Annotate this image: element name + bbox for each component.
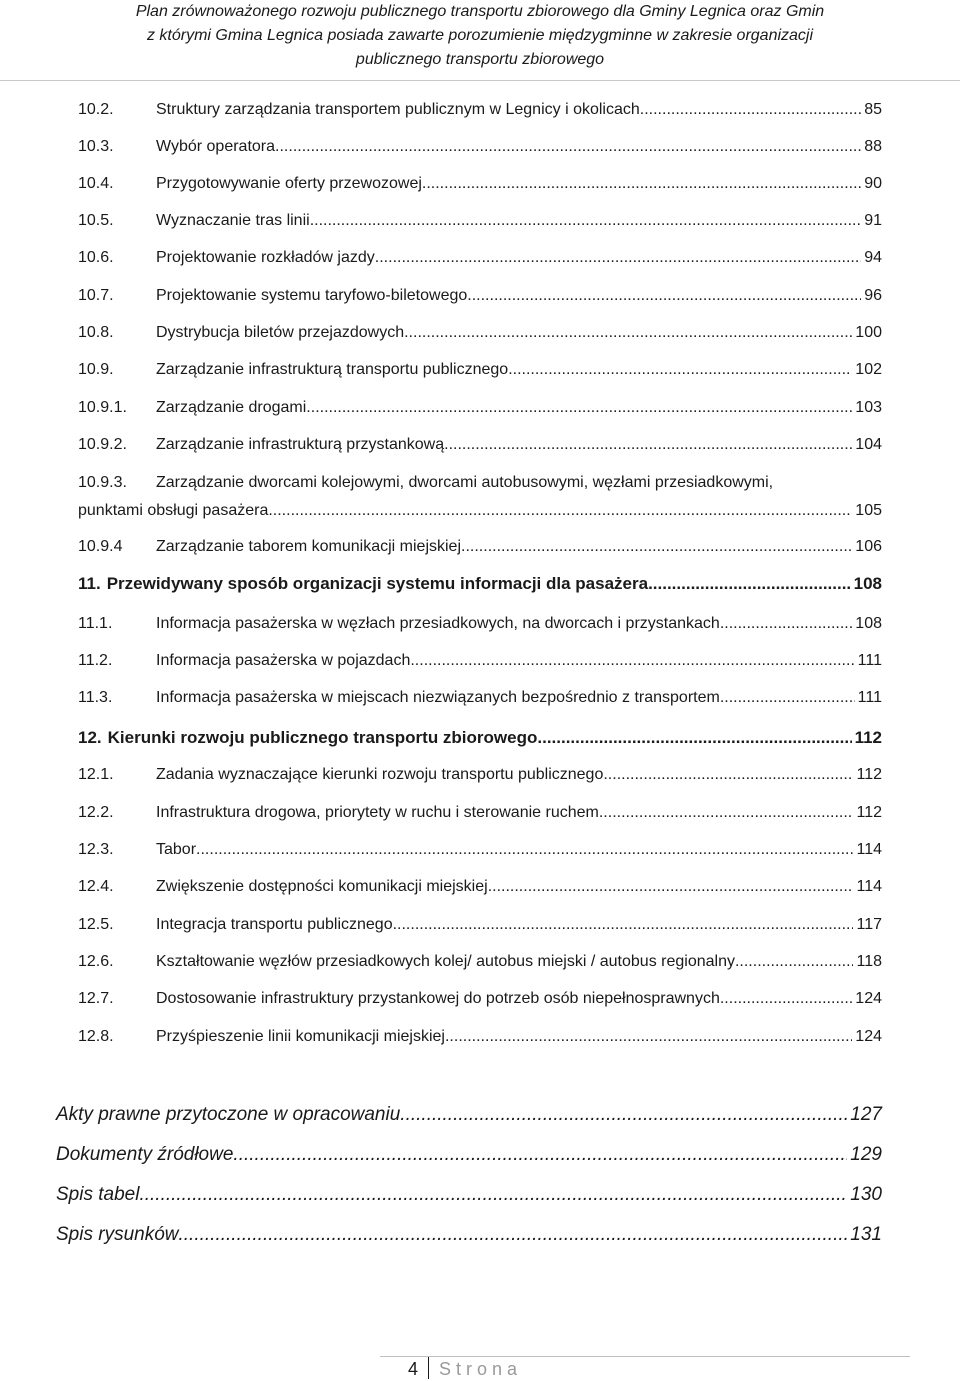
toc-entry-number: 12.5. — [78, 916, 114, 933]
toc-entry-title: Struktury zarządzania transportem publicznym w Legnicy i okolicach — [156, 101, 640, 118]
toc-entry-number: 12.8. — [78, 1028, 114, 1045]
dot-leader — [375, 246, 861, 270]
toc-entry-page: 112 — [856, 766, 882, 783]
toc-entry-page: 102 — [855, 361, 882, 378]
appendix-entry-title: Akty prawne przytoczone w opracowaniu — [56, 1104, 401, 1125]
toc-entry[interactable] — [78, 612, 882, 636]
toc-entry[interactable] — [78, 801, 882, 825]
toc-entry-number: 12.7. — [78, 990, 114, 1007]
toc-entry-title: Infrastruktura drogowa, priorytety w ruchu i sterowanie ruchem — [156, 804, 599, 821]
toc-entry-number: 10.9.2. — [78, 436, 127, 453]
toc-entry-page: 118 — [856, 953, 882, 970]
dot-leader — [400, 1101, 847, 1129]
toc-entry-number: 12.1. — [78, 766, 114, 783]
dot-leader — [640, 98, 861, 122]
toc-entry-title-continued: punktami obsługi pasażera — [78, 502, 269, 519]
toc-entry-page: 90 — [864, 175, 882, 192]
appendix-entry-page: 129 — [850, 1144, 882, 1165]
toc-entry-page: 88 — [864, 138, 882, 155]
dot-leader — [648, 572, 851, 596]
toc-entry[interactable] — [78, 913, 882, 937]
toc-entry-title: Zarządzanie infrastrukturą przystankową — [156, 436, 445, 453]
toc-chapter-entry[interactable] — [78, 572, 882, 596]
toc-entry-page: 85 — [864, 101, 882, 118]
appendix-entry-title: Dokumenty źródłowe — [56, 1144, 234, 1165]
appendix-entry-title: Spis tabel — [56, 1184, 140, 1205]
toc-entry-title: Przewidywany sposób organizacji systemu informacji dla pasażera — [106, 574, 649, 593]
dot-leader — [445, 1025, 852, 1049]
page-label: Strona — [439, 1359, 523, 1379]
toc-entry-title: Zwiększenie dostępności komunikacji miejskiej — [156, 878, 488, 895]
toc-entry-title: Kształtowanie węzłów przesiadkowych kolej/ autobus miejski / autobus regionalny — [156, 953, 735, 970]
toc-entry-page: 117 — [856, 916, 882, 933]
toc-entry-title: Wyznaczanie tras linii — [156, 212, 310, 229]
dot-leader — [310, 209, 862, 233]
toc-entry[interactable] — [78, 649, 882, 673]
toc-entry-title: Przyśpieszenie linii komunikacji miejskiej — [156, 1028, 445, 1045]
toc-entry-title: Wybór operatora — [156, 138, 276, 155]
toc-entry-page: 96 — [864, 287, 882, 304]
toc-entry[interactable] — [78, 209, 882, 233]
toc-entry-page: 124 — [855, 1028, 882, 1045]
toc-entry-page: 91 — [864, 212, 882, 229]
toc-entry[interactable] — [78, 686, 882, 710]
toc-entry-page: 105 — [855, 502, 882, 519]
appendix-entry[interactable] — [56, 1181, 882, 1209]
toc-entry-title: Projektowanie systemu taryfowo-biletowego — [156, 287, 468, 304]
toc-entry-page: 111 — [857, 689, 882, 706]
toc-entry-number: 10.9. — [78, 361, 114, 378]
toc-entry-number: 11.1. — [78, 615, 113, 632]
toc-entry-page: 112 — [854, 728, 882, 747]
appendix-entry[interactable] — [56, 1101, 882, 1129]
toc-entry-number: 10.6. — [78, 249, 114, 266]
header-line-3: publicznego transportu zbiorowego — [355, 51, 605, 68]
toc-entry-title: Informacja pasażerska w miejscach niezwiązanych bezpośrednio z transportem — [156, 689, 720, 706]
toc-entry[interactable] — [78, 875, 882, 899]
dot-leader — [720, 686, 855, 710]
toc-entry-number: 12.4. — [78, 878, 114, 895]
toc-entry-number: 11.3. — [78, 689, 113, 706]
toc-entry[interactable] — [78, 358, 882, 382]
toc-entry[interactable] — [78, 172, 882, 196]
toc-entry-page: 114 — [856, 878, 882, 895]
toc-entry-title: Dostosowanie infrastruktury przystankowej do potrzeb osób niepełnosprawnych — [156, 990, 720, 1007]
toc-entry-number: 12. — [78, 728, 102, 747]
toc-entry-page: 106 — [855, 538, 882, 555]
toc-chapter-entry[interactable] — [78, 726, 882, 750]
toc-entry-number: 10.2. — [78, 101, 114, 118]
toc-entry[interactable] — [78, 284, 882, 308]
appendix-entry-page: 130 — [850, 1184, 882, 1205]
running-header — [40, 0, 920, 80]
dot-leader — [196, 838, 853, 862]
toc-entry[interactable] — [78, 246, 882, 270]
toc-entry-page: 124 — [855, 990, 882, 1007]
toc-entry-number: 12.3. — [78, 841, 114, 858]
dot-leader — [603, 763, 853, 787]
dot-leader — [735, 950, 854, 974]
appendix-entry-title: Spis rysunków — [56, 1224, 179, 1245]
dot-leader — [422, 172, 861, 196]
toc-entry-title: Zarządzanie infrastrukturą transportu publicznego — [156, 361, 509, 378]
toc-entry-page: 108 — [853, 574, 882, 593]
footer-separator — [428, 1357, 429, 1379]
dot-leader — [720, 612, 852, 636]
toc-entry-title: Zarządzanie drogami — [156, 399, 307, 416]
toc-entry-page: 114 — [856, 841, 882, 858]
dot-leader — [233, 1141, 847, 1169]
dot-leader — [179, 1221, 848, 1249]
toc-entry[interactable] — [78, 763, 882, 787]
dot-leader — [467, 284, 861, 308]
appendix-entry-page: 127 — [850, 1104, 882, 1125]
appendix-entry[interactable] — [56, 1141, 882, 1169]
toc-entry[interactable] — [78, 135, 882, 159]
dot-leader — [537, 726, 851, 750]
dot-leader — [404, 321, 852, 345]
toc-entry-number: 10.4. — [78, 175, 114, 192]
toc-entry-page: 112 — [856, 804, 882, 821]
dot-leader — [139, 1181, 847, 1209]
toc-entry-title: Tabor — [156, 841, 197, 858]
dot-leader — [393, 913, 854, 937]
toc-entry[interactable] — [78, 987, 882, 1011]
toc-entry-title: Integracja transportu publicznego — [156, 916, 393, 933]
header-line-2: z którymi Gmina Legnica posiada zawarte porozumienie międzygminne w zakresie organizacji — [146, 27, 814, 44]
toc-entry[interactable] — [78, 396, 882, 420]
toc-entry-title: Kierunki rozwoju publicznego transportu zbiorowego — [107, 728, 538, 747]
dot-leader — [275, 135, 861, 159]
toc-entry[interactable] — [78, 321, 882, 345]
toc-entry-number: 10.9.3. — [78, 474, 127, 491]
dot-leader — [508, 358, 852, 382]
toc-entry-number: 11.2. — [78, 652, 113, 669]
toc-entry-number: 12.2. — [78, 804, 114, 821]
toc-entry[interactable] — [78, 535, 882, 559]
dot-leader — [461, 535, 852, 559]
dot-leader — [306, 396, 852, 420]
toc-entry-number: 12.6. — [78, 953, 114, 970]
page-number: 4 — [408, 1359, 419, 1379]
toc-entry-page: 104 — [855, 436, 882, 453]
toc-entry-number: 10.8. — [78, 324, 114, 341]
toc-entry-number: 10.9.1. — [78, 399, 127, 416]
toc-entry-title: Zadania wyznaczające kierunki rozwoju transportu publicznego — [156, 766, 604, 783]
toc-entry-number: 10.3. — [78, 138, 114, 155]
toc-entry-page: 108 — [855, 615, 882, 632]
toc-entry-title: Zarządzanie taborem komunikacji miejskiej — [156, 538, 462, 555]
toc-entry[interactable] — [78, 1025, 882, 1049]
dot-leader — [720, 987, 852, 1011]
toc-entry[interactable] — [78, 433, 882, 457]
toc-entry-page: 94 — [864, 249, 882, 266]
dot-leader — [444, 433, 852, 457]
dot-leader — [599, 801, 854, 825]
toc-entry[interactable] — [78, 98, 882, 122]
dot-leader — [268, 499, 852, 523]
toc-entry-number: 10.5. — [78, 212, 114, 229]
appendix-entry-page: 131 — [850, 1224, 882, 1245]
toc-entry-page: 100 — [855, 324, 882, 341]
page-number-area — [408, 1357, 522, 1381]
header-line-1: Plan zrównoważonego rozwoju publicznego transportu zbiorowego dla Gminy Legnica oraz Gmin — [135, 3, 825, 20]
header-divider — [0, 80, 960, 81]
dot-leader — [410, 649, 854, 673]
toc-entry-title: Przygotowywanie oferty przewozowej — [156, 175, 422, 192]
toc-entry-page: 111 — [857, 652, 882, 669]
toc-entry-title: Informacja pasażerska w węzłach przesiadkowych, na dworcach i przystankach — [156, 615, 720, 632]
toc-entry-number: 10.9.4 — [78, 538, 123, 555]
toc-entry-title: Zarządzanie dworcami kolejowymi, dworcami autobusowymi, węzłami przesiadkowymi, — [156, 474, 774, 491]
dot-leader — [488, 875, 854, 899]
toc-entry-number: 11. — [78, 574, 101, 593]
toc-entry-page: 103 — [855, 399, 882, 416]
page-footer — [0, 1356, 960, 1380]
toc-entry[interactable] — [78, 471, 882, 523]
toc-entry[interactable] — [78, 950, 882, 974]
appendix-entry[interactable] — [56, 1221, 882, 1249]
toc-entry[interactable] — [78, 838, 882, 862]
toc-entry-title: Informacja pasażerska w pojazdach — [156, 652, 411, 669]
toc-entry-title: Projektowanie rozkładów jazdy — [156, 249, 375, 266]
toc-entry-title: Dystrybucja biletów przejazdowych — [156, 324, 405, 341]
toc-entry-number: 10.7. — [78, 287, 114, 304]
